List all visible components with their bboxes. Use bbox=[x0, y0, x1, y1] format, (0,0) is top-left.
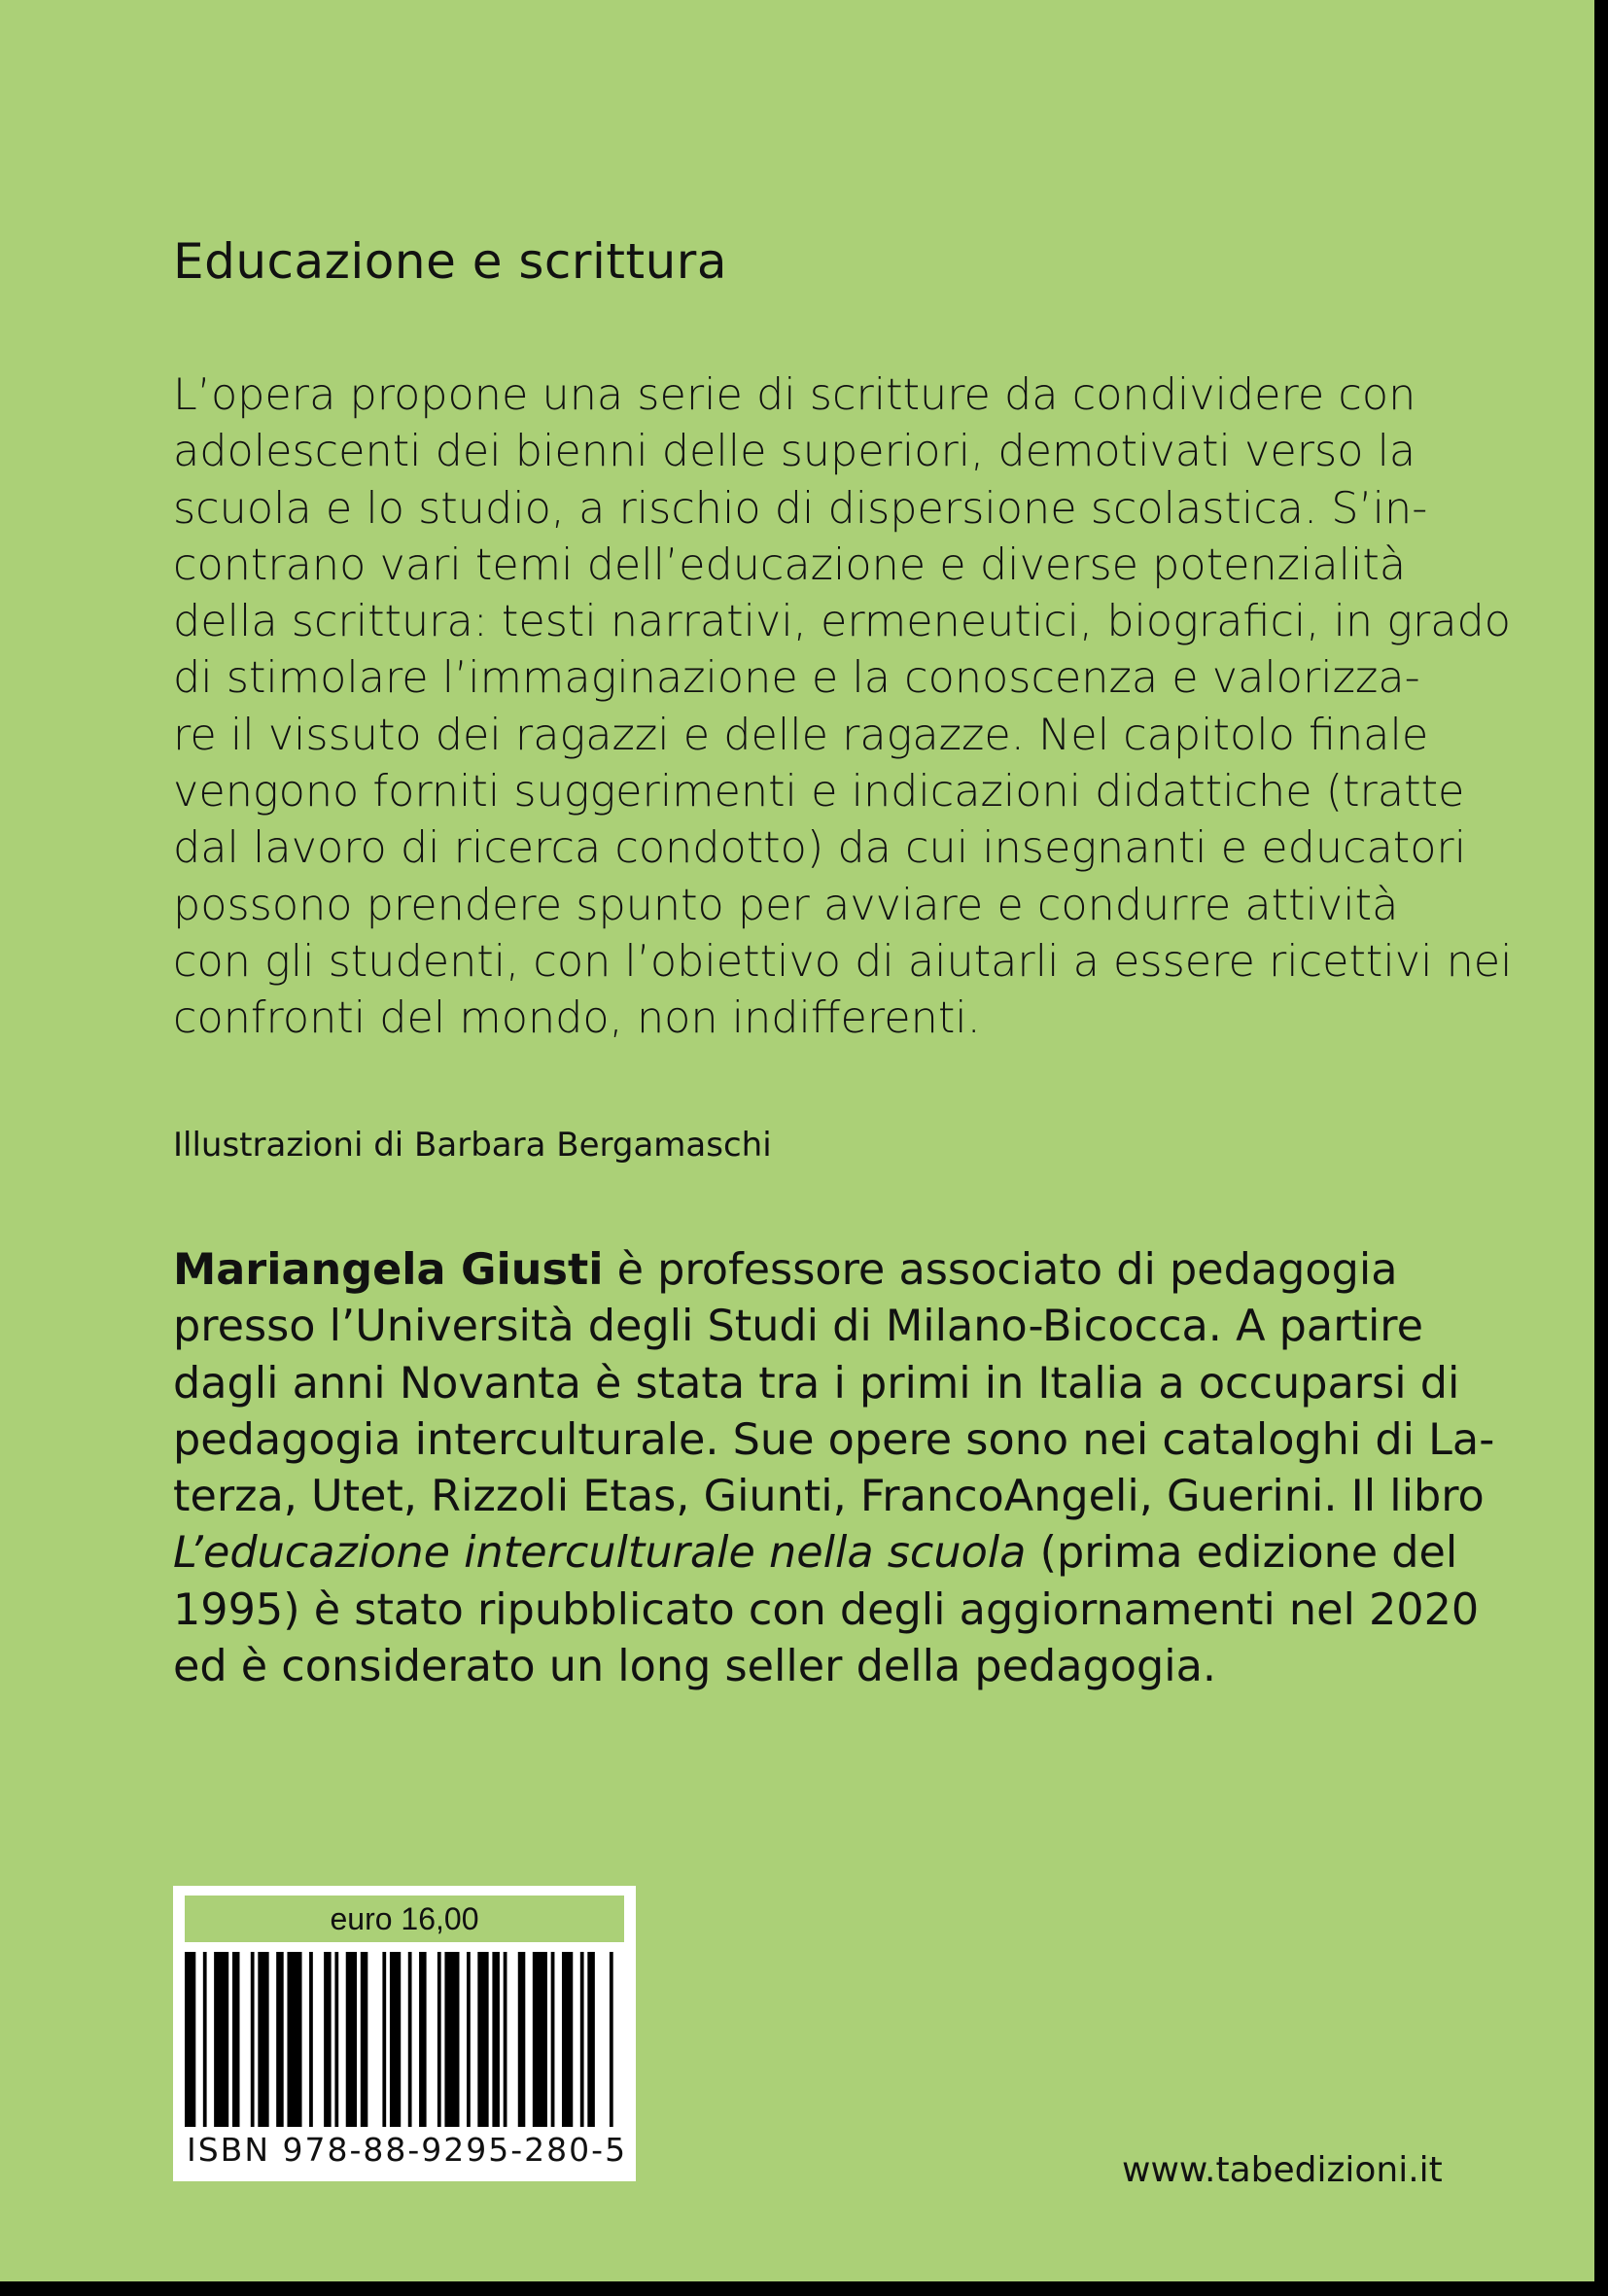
bio-line: ed è considerato un long seller della pedagogia. bbox=[173, 1642, 1216, 1692]
barcode-bar bbox=[185, 1952, 195, 2127]
barcode-bar bbox=[287, 1952, 301, 2127]
barcode-bar bbox=[334, 1952, 338, 2127]
author-name: Mariangela Giusti bbox=[173, 1245, 604, 1295]
price-label: euro 16,00 bbox=[185, 1896, 624, 1942]
description-line: contrano vari temi dell’educazione e diverse potenzialità bbox=[173, 539, 1407, 590]
author-bio bbox=[173, 1242, 1495, 1695]
barcode-bar bbox=[518, 1952, 526, 2127]
barcode-bar bbox=[492, 1952, 500, 2127]
barcode-bar bbox=[390, 1952, 401, 2127]
description-line: L’opera propone una serie di scritture da condividere con bbox=[173, 370, 1416, 420]
barcode-bar bbox=[408, 1952, 412, 2127]
description-line: della scrittura: testi narrativi, ermeneutici, biografici, in grado bbox=[173, 597, 1512, 647]
publisher-website: www.tabedizioni.it bbox=[1122, 2150, 1443, 2190]
barcode-bar bbox=[551, 1952, 555, 2127]
isbn-number: ISBN 978-88-9295-280-5 bbox=[187, 2131, 628, 2169]
barcode-bar bbox=[504, 1952, 507, 2127]
description bbox=[173, 367, 1513, 1048]
barcode-bar bbox=[467, 1952, 471, 2127]
barcode-bar bbox=[587, 1952, 595, 2127]
book-title: L’educazione interculturale nella scuola bbox=[173, 1528, 1027, 1579]
barcode-bar bbox=[382, 1952, 386, 2127]
barcode-bar bbox=[580, 1952, 584, 2127]
bio-line: 1995) è stato ripubblicato con degli aggiornamenti nel 2020 bbox=[173, 1584, 1480, 1635]
barcode-bar bbox=[309, 1952, 313, 2127]
bio-line bbox=[173, 1242, 1437, 1299]
bio-line: pedagogia interculturale. Sue opere sono nei cataloghi di La- bbox=[173, 1414, 1495, 1465]
description-line: di stimolare l’immaginazione e la conoscenza e valorizza- bbox=[173, 653, 1420, 704]
barcode-box bbox=[173, 1886, 636, 2181]
barcode-bar bbox=[324, 1952, 332, 2127]
barcode-bar bbox=[232, 1952, 240, 2127]
barcode-bar bbox=[276, 1952, 284, 2127]
barcode-bar bbox=[258, 1952, 268, 2127]
barcode-bar bbox=[477, 1952, 488, 2127]
barcode-bar bbox=[533, 1952, 547, 2127]
bio-text: è professore associato di pedagogia bbox=[603, 1245, 1398, 1295]
description-line: adolescenti dei bienni delle superiori, demotivati verso la bbox=[173, 427, 1416, 477]
bio-line: dagli anni Novanta è stata tra i primi in Italia a occuparsi di bbox=[173, 1358, 1460, 1409]
barcode-bar bbox=[203, 1952, 207, 2127]
series-title: Educazione e scrittura bbox=[173, 233, 727, 290]
barcode-bar bbox=[444, 1952, 459, 2127]
barcode bbox=[185, 1952, 624, 2127]
description-line: dal lavoro di ricerca condotto) da cui insegnanti e educatori bbox=[173, 823, 1467, 874]
description-line: con gli studenti, con l’obiettivo di aiutarli a essere ricettivi nei bbox=[173, 936, 1513, 987]
description-line: possono prendere spunto per avviare e condurre attività bbox=[173, 880, 1399, 930]
barcode-bar bbox=[562, 1952, 573, 2127]
bio-line: presso l’Università degli Studi di Milano-Bicocca. A partire bbox=[173, 1302, 1424, 1352]
barcode-bar bbox=[419, 1952, 427, 2127]
bio-line: terza, Utet, Rizzoli Etas, Giunti, FrancoAngeli, Guerini. Il libro bbox=[173, 1472, 1485, 1522]
illustrations-credit: Illustrazioni di Barbara Bergamaschi bbox=[173, 1126, 772, 1165]
description-line: re il vissuto dei ragazzi e delle ragazze. Nel capitolo finale bbox=[173, 710, 1429, 760]
bio-line bbox=[173, 1525, 1458, 1582]
description-line: scuola e lo studio, a rischio di dispersione scolastica. S’in- bbox=[173, 483, 1428, 534]
barcode-bar bbox=[214, 1952, 228, 2127]
description-line: confronti del mondo, non indifferenti. bbox=[173, 993, 981, 1044]
barcode-bar bbox=[346, 1952, 357, 2127]
bio-text: (prima edizione del bbox=[1026, 1528, 1458, 1579]
barcode-bar bbox=[361, 1952, 368, 2127]
barcode-bar bbox=[437, 1952, 441, 2127]
description-line: vengono forniti suggerimenti e indicazioni didattiche (tratte bbox=[173, 767, 1465, 818]
barcode-bar bbox=[251, 1952, 255, 2127]
barcode-bar bbox=[610, 1952, 613, 2127]
